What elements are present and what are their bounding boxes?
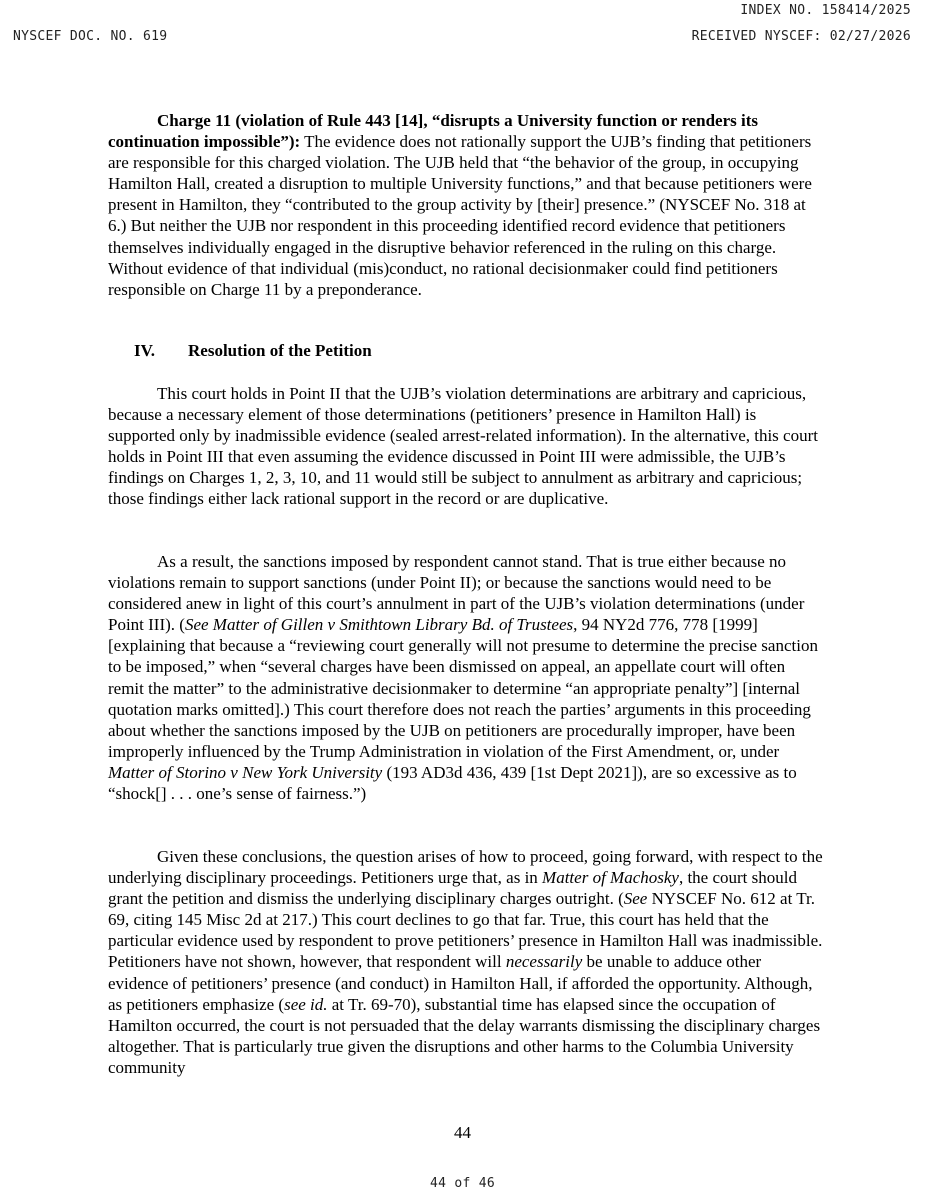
received-date: RECEIVED NYSCEF: 02/27/2026 <box>691 29 911 44</box>
holding-paragraph <box>108 383 824 510</box>
sanctions-text-1: As a result, the sanctions imposed by respondent cannot stand. That is true either because no violations remain to support sanctions (under Point II); or because the sanctions would need to be considered anew in light of this court’s annulment in part of the UJB’s violation determinations (under Point III). ( <box>108 552 805 635</box>
sanctions-text-3: (193 AD3d 436, 439 [1st Dept 2021]), are so excessive as to “shock[] . . . one’s sense of fairness.”) <box>108 762 797 804</box>
case-citation-machosky: Matter of Machosky <box>542 868 679 888</box>
signal-see-id: see id. <box>284 994 328 1014</box>
conclusions-text-1: Given these conclusions, the question arises of how to proceed, going forward, with respect to the underlying disciplinary proceedings. Petitioners urge that, as in <box>108 847 823 888</box>
emphasis-necessarily: necessarily <box>505 952 583 972</box>
section-number: IV. <box>134 341 155 360</box>
conclusions-text-2: , the court should grant the petition and dismiss the underlying disciplinary charges outright. ( <box>108 868 797 909</box>
conclusions-text-3: NYSCEF No. 612 at Tr. 69, citing 145 Misc 2d at 217.) This court declines to go that far. True, this court has held that the particular evidence used by respondent to prove petitioners’ presence in Hamilton Hall was inadmissible. Petitioners have not shown, however, that respondent will <box>108 889 823 972</box>
case-citation-storino: Matter of Storino v New York University <box>108 762 383 782</box>
sanctions-paragraph <box>108 551 824 804</box>
page-footer: 44 of 46 <box>429 1176 495 1191</box>
conclusions-text-5: at Tr. 69-70), substantial time has elapsed since the occupation of Hamilton occurred, the court is not persuaded that the delay warrants dismissing the disciplinary charges altogether. That is particularly true given the disruptions and other harms to the Columbia University community <box>108 994 821 1077</box>
sanctions-text-2: , 94 NY2d 776, 778 [1999] [explaining that because a “reviewing court generally will not presume to determine the precise sanction to be imposed,” when “several charges have been dismissed on appeal, an appellate court will often remit the matter” to the administrative decisionmaker to determine “an appropriate penalty”] [internal quotation marks omitted].) This court therefore does not reach the parties’ arguments in this proceeding about whether the sanctions imposed by the UJB on petitioners are procedurally improper, have been improperly influenced by the Trump Administration in violation of the First Amendment, or, under <box>108 615 818 761</box>
section-title: Resolution of the Petition <box>188 341 372 360</box>
conclusions-paragraph <box>108 846 824 1078</box>
case-citation-gillen: See Matter of Gillen v Smithtown Library Bd. of Trustees <box>184 615 574 635</box>
holding-text: This court holds in Point II that the UJB’s violation determinations are arbitrary and capricious, because a necessary element of those determinations (petitioners’ presence in Hamilton Hall) is supported only by inadmissible evidence (sealed arrest-related information). In the alternative, this court holds in Point III that even assuming the evidence discussed in Point III were admissible, the UJB’s findings on Charges 1, 2, 3, 10, and 11 would still be subject to annulment as arbitrary and capricious; those findings either lack rational support in the record or are duplicative. <box>108 384 818 509</box>
nyscef-doc-number: NYSCEF DOC. NO. 619 <box>13 29 168 44</box>
signal-see: See <box>623 889 648 909</box>
page-number: 44 <box>454 1123 471 1142</box>
section-heading <box>134 341 372 361</box>
charge-11-paragraph <box>108 110 824 300</box>
conclusions-text-4: be unable to adduce other evidence of petitioners’ presence (and conduct) in Hamilton Hall, if afforded the opportunity. Although, as petitioners emphasize ( <box>108 952 813 1014</box>
charge-11-heading: Charge 11 (violation of Rule 443 [14], “disrupts a University function or renders its continuation impossible”): <box>108 111 758 152</box>
charge-11-text: The evidence does not rationally support the UJB’s finding that petitioners are responsible for this charged violation. The UJB held that “the behavior of the group, in occupying Hamilton Hall, created a disruption to multiple University functions,” and that because petitioners were present in Hamilton, they “contributed to the group activity by [their] presence.” (NYSCEF No. 318 at 6.) But neither the UJB nor respondent in this proceeding identified record evidence that petitioners themselves individually engaged in the disruptive behavior referenced in the ruling on this charge. Without evidence of that individual (mis)conduct, no rational decisionmaker could find petitioners responsible on Charge 11 by a preponderance. <box>108 132 812 299</box>
index-number: INDEX NO. 158414/2025 <box>740 3 911 18</box>
